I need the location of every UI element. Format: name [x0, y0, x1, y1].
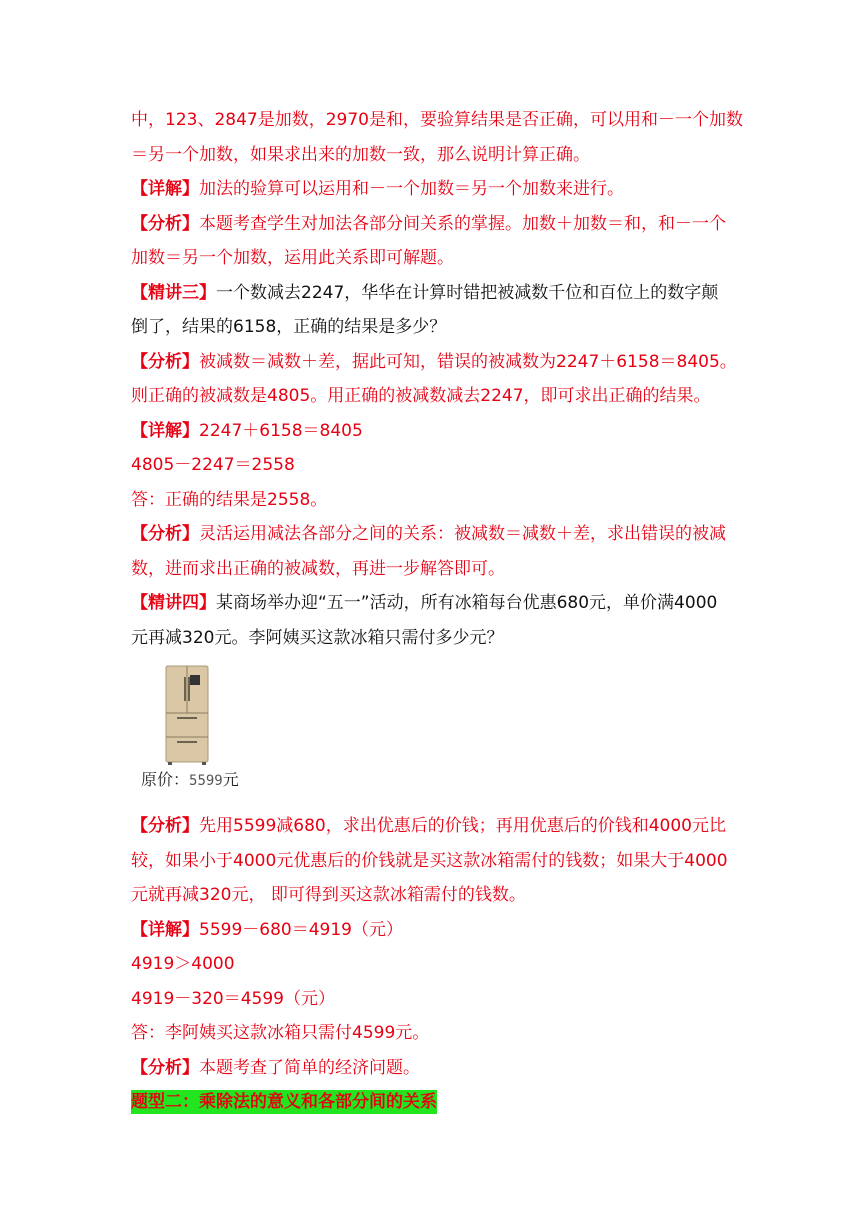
- text-line: 元再减320元。李阿姨买这款冰箱只需付多少元？: [131, 627, 504, 648]
- text-line: 倒了，结果的6158，正确的结果是多少？: [131, 317, 447, 337]
- text-span: 某商场举办迎“五一”活动，所有冰箱每台优惠680元，单价满4000: [216, 593, 718, 613]
- analysis-paragraph: [131, 517, 731, 552]
- text-span: 被减数＝减数＋差，据此可知，错误的被减数为2247＋6158＝8405。: [199, 351, 737, 372]
- detail-paragraph: [131, 414, 731, 449]
- price-value: 5599: [189, 773, 223, 789]
- analysis-tag: 【分析】: [131, 1057, 199, 1078]
- detail-paragraph: [131, 913, 731, 948]
- equation-line: 4805－2247＝2558: [131, 455, 295, 475]
- text-span: 灵活运用减法各部分之间的关系：被减数＝减数＋差，求出错误的被减: [199, 524, 726, 544]
- analysis-tag: 【分析】: [131, 816, 199, 836]
- example-four-question: [131, 586, 731, 621]
- analysis-tag: 【分析】: [131, 524, 199, 544]
- analysis-paragraph: [131, 809, 731, 844]
- equation-line: 4919－320＝4599（元）: [131, 988, 335, 1009]
- section-heading-text: 题型二：乘除法的意义和各部分间的关系: [131, 1092, 437, 1112]
- detail-tag: 【详解】: [131, 179, 199, 199]
- text-span: 2247＋6158＝8405: [199, 420, 363, 441]
- text-line: 中，123、2847是加数，2970是和，要验算结果是否正确，可以用和－一个加数: [131, 110, 743, 130]
- detail-paragraph: [131, 172, 731, 207]
- text-span: 一个数减去2247，华华在计算时错把被减数千位和百位上的数字颠: [216, 282, 719, 303]
- example-tag: 【精讲四】: [131, 593, 216, 613]
- example-tag: 【精讲三】: [131, 282, 216, 303]
- answer-line: 答：正确的结果是2558。: [131, 489, 328, 510]
- detail-tag: 【详解】: [131, 919, 199, 940]
- text-span: 加法的验算可以运用和－一个加数＝另一个加数来进行。: [199, 179, 624, 199]
- example-three-question: [131, 276, 731, 311]
- text-line: ＝另一个加数，如果求出来的加数一致，那么说明计算正确。: [131, 144, 590, 165]
- text-line: 则正确的被减数是4805。用正确的被减数减去2247，即可求出正确的结果。: [131, 386, 711, 406]
- refrigerator-image: [165, 665, 209, 765]
- text-span: 本题考查学生对加法各部分间关系的掌握。加数＋加数＝和，和－一个: [199, 213, 726, 234]
- analysis-paragraph: [131, 345, 737, 380]
- text-line: 加数＝另一个加数，运用此关系即可解题。: [131, 248, 454, 268]
- detail-tag: 【详解】: [131, 420, 199, 441]
- text-span: 本题考查了简单的经济问题。: [199, 1057, 420, 1078]
- analysis-tag: 【分析】: [131, 213, 199, 234]
- text-line: 数，进而求出正确的被减数，再进一步解答即可。: [131, 558, 505, 579]
- text-line: 元就再减320元， 即可得到买这款冰箱需付的钱数。: [131, 885, 526, 905]
- text-span: 5599－680＝4919（元）: [199, 919, 403, 940]
- document-page: [131, 103, 743, 1120]
- equation-line: 4919＞4000: [131, 954, 235, 974]
- section-heading: [131, 1085, 731, 1120]
- analysis-paragraph: [131, 1051, 731, 1086]
- analysis-tag: 【分析】: [131, 351, 199, 372]
- answer-line: 答：李阿姨买这款冰箱只需付4599元。: [131, 1023, 430, 1043]
- refrigerator-figure: [131, 663, 731, 809]
- price-label: 原价：: [141, 770, 190, 789]
- price-caption: [141, 767, 239, 790]
- text-span: 先用5599减680，求出优惠后的价钱；再用优惠后的价钱和4000元比: [199, 816, 726, 836]
- price-unit: 元: [222, 770, 239, 789]
- analysis-paragraph: [131, 207, 731, 242]
- text-line: 较，如果小于4000元优惠后的价钱就是买这款冰箱需付的钱数；如果大于4000: [131, 850, 728, 871]
